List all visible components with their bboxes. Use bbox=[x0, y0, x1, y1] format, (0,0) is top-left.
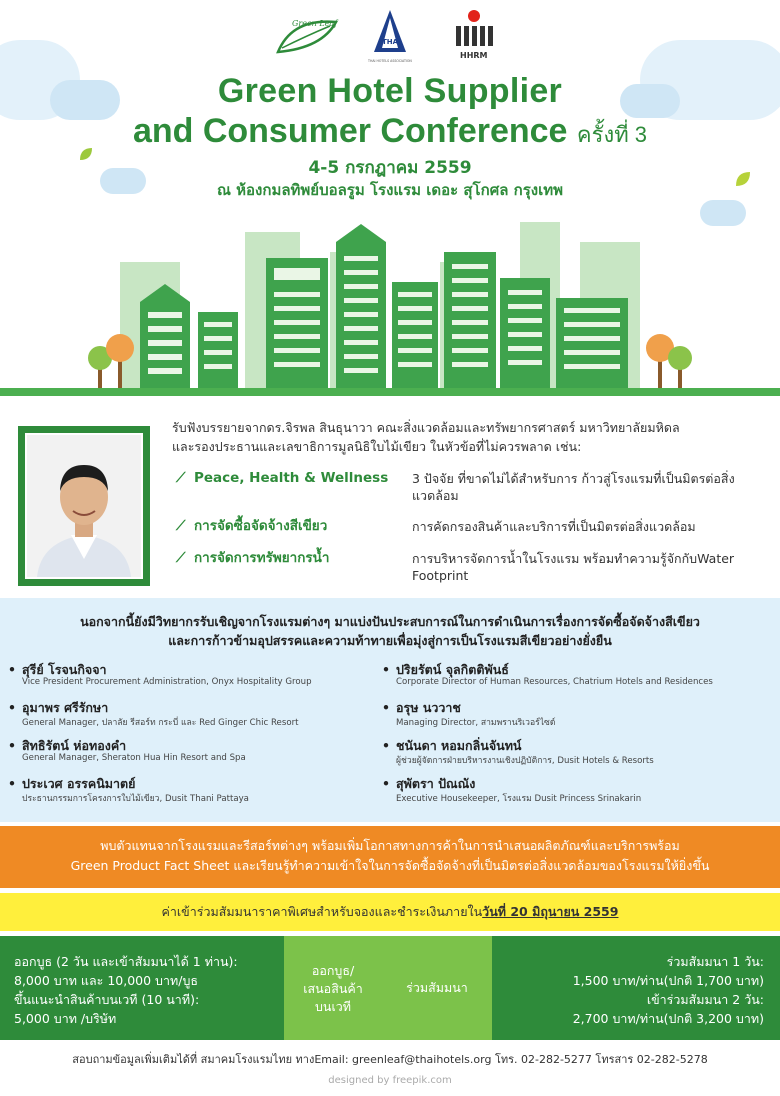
bullet-icon: • bbox=[382, 700, 390, 715]
guest-heading-line-1: นอกจากนี้ยังมีวิทยากรรับเชิญจากโรงแรมต่างๆ มาแบ่งปันประสบการณ์ในการดำเนินการเรื่องการจัดซื้อจัดจ้างสีเขียว bbox=[80, 614, 700, 629]
booth-price-line: ขึ้นแนะนำสินค้าบนเวที (10 นาที): bbox=[14, 992, 200, 1007]
bullet-icon: • bbox=[8, 738, 16, 753]
early-bird-deadline: วันที่ 20 มิถุนายน 2559 bbox=[482, 904, 619, 919]
title-round: ครั้งที่ 3 bbox=[576, 122, 648, 147]
seminar-label: ร่วมสัมมนา bbox=[382, 936, 492, 1040]
booth-label-line: บนเวที bbox=[314, 999, 351, 1014]
guest-speaker bbox=[382, 774, 772, 806]
guest-title: General Manager, Sheraton Hua Hin Resort and Spa bbox=[22, 753, 246, 763]
exhibitor-line-2: Green Product Fact Sheet และเรียนรู้ทำความเข้าใจในการจัดซื้อจัดจ้างที่เป็นมิตรต่อสิ่งแวดล้อมของโรงแรมให้ยิ่งขึ้น bbox=[70, 858, 710, 873]
guest-name: ชนันดา หอมกลิ่นจันทน์ bbox=[396, 738, 522, 753]
bullet-icon: • bbox=[8, 662, 16, 677]
guest-title: Corporate Director of Human Resources, Chatrium Hotels and Residences bbox=[396, 677, 713, 687]
seminar-price-line: เข้าร่วมสัมมนา 2 วัน: bbox=[646, 992, 764, 1007]
topic-description: การคัดกรองสินค้าและบริการที่เป็นมิตรต่อสิ่งแวดล้อม bbox=[412, 519, 696, 534]
bullet-icon: • bbox=[382, 738, 390, 753]
svg-text:Green Leaf: Green Leaf bbox=[292, 19, 338, 28]
svg-text:THAI HOTELS ASSOCIATION: THAI HOTELS ASSOCIATION bbox=[368, 59, 412, 63]
guest-title: General Manager, ปลาลัย รีสอร์ท กระบี่ และ Red Ginger Chic Resort bbox=[22, 718, 299, 728]
topic-description: 3 ปัจจัย ที่ขาดไม่ได้สำหรับการ ก้าวสู่โรงแรมที่เป็นมิตรต่อสิ่งแวดล้อม bbox=[412, 471, 735, 503]
leaf-bullet-icon: ⟋ bbox=[176, 550, 186, 566]
title-line-2-text: and Consumer Conference bbox=[132, 112, 568, 150]
city-skyline-illustration bbox=[80, 212, 700, 392]
speaker-photo bbox=[25, 433, 143, 579]
guest-title: ประธานกรรมการโครงการใบไม้เขียว, Dusit Thani Pattaya bbox=[22, 794, 249, 804]
guest-title: ผู้ช่วยผู้จัดการฝ่ายบริหารงานเชิงปฏิบัติการ, Dusit Hotels & Resorts bbox=[396, 756, 654, 766]
seminar-price-line: 2,700 บาท/ท่าน(ปกติ 3,200 บาท) bbox=[572, 1011, 764, 1026]
topic-item bbox=[176, 518, 776, 540]
booth-label bbox=[284, 936, 382, 1040]
leaf-bullet-icon: ⟋ bbox=[176, 518, 186, 534]
leaf-bullet-icon: ⟋ bbox=[176, 470, 186, 486]
booth-price-line: ออกบูธ (2 วัน และเข้าสัมมนาได้ 1 ท่าน): bbox=[14, 954, 238, 969]
guest-speakers-panel bbox=[0, 598, 780, 822]
guest-speaker bbox=[8, 660, 398, 692]
guest-speakers-heading bbox=[0, 612, 780, 650]
seminar-price-line: ร่วมสัมมนา 1 วัน: bbox=[666, 954, 764, 969]
guest-title: Managing Director, สามพรานริเวอร์ไซด์ bbox=[396, 718, 556, 728]
guest-speaker bbox=[8, 698, 398, 730]
guest-speaker bbox=[382, 736, 772, 768]
guest-title: Vice President Procurement Administration, Onyx Hospitality Group bbox=[22, 677, 312, 687]
green-leaf-logo bbox=[272, 14, 342, 58]
booth-price-line: 8,000 บาท และ 10,000 บาท/บูธ bbox=[14, 973, 199, 988]
bullet-icon: • bbox=[8, 700, 16, 715]
topic-name: การจัดการทรัพยากรน้ำ bbox=[194, 550, 330, 566]
guest-name: อรุษ นววาช bbox=[396, 700, 461, 715]
topic-name: Peace, Health & Wellness bbox=[194, 470, 389, 486]
header-section bbox=[0, 0, 780, 400]
topic-name: การจัดซื้อจัดจ้างสีเขียว bbox=[194, 518, 328, 534]
early-bird-text: ค่าเข้าร่วมสัมมนาราคาพิเศษสำหรับจองและชำระเงินภายใน bbox=[161, 904, 483, 919]
guest-heading-line-2: และการก้าวข้ามอุปสรรคและความท้าทายเพื่อมุ่งสู่การเป็นโรงแรมสีเขียวอย่างยั่งยืน bbox=[168, 633, 612, 648]
seminar-pricing bbox=[492, 936, 780, 1040]
booth-label-line: เสนอสินค้า bbox=[303, 981, 363, 996]
speaker-intro-line-2: และรองประธานและเลขาธิการมูลนิธิใบไม้เขียว ในหัวข้อที่ไม่ควรพลาด เช่น: bbox=[172, 439, 582, 454]
guest-title: Executive Housekeeper, โรงแรม Dusit Princess Srinakarin bbox=[396, 794, 642, 804]
booth-pricing bbox=[0, 936, 284, 1040]
guest-name: อุมาพร ศรีรักษา bbox=[22, 700, 109, 715]
svg-text:THA: THA bbox=[382, 38, 399, 46]
tha-logo bbox=[368, 8, 412, 64]
guest-name: ประเวศ อรรคนิมาตย์ bbox=[22, 776, 136, 791]
guest-name: สุพัตรา ปัณณัง bbox=[396, 776, 476, 791]
guest-name: ปริยรัตน์ จุลกิตติพันธ์ bbox=[396, 662, 509, 677]
bullet-icon: • bbox=[382, 776, 390, 791]
topic-item bbox=[176, 470, 776, 510]
speaker-portrait-illustration bbox=[27, 435, 141, 577]
topic-item bbox=[176, 550, 776, 590]
topic-description: การบริหารจัดการน้ำในโรงแรม พร้อมทำความรู้จักกับWater Footprint bbox=[412, 551, 735, 583]
guest-speaker bbox=[382, 698, 772, 730]
speaker-intro-line-1: รับฟังบรรยายจากดร.จิรพล สินธุนาวา คณะสิ่งแวดล้อมและทรัพยากรศาสตร์ มหาวิทยาลัยมหิดล bbox=[172, 420, 680, 435]
design-credit: designed by freepik.com bbox=[328, 1075, 452, 1086]
guest-speaker bbox=[382, 660, 772, 692]
ground-line bbox=[0, 388, 780, 396]
event-venue: ณ ห้องกมลทิพย์บอลรูม โรงแรม เดอะ สุโกศล กรุงเทพ bbox=[217, 181, 563, 199]
bullet-icon: • bbox=[8, 776, 16, 791]
guest-name: สุรีย์ โรจนกิจจา bbox=[22, 662, 107, 677]
svg-text:HHRM: HHRM bbox=[460, 51, 488, 60]
guest-speaker bbox=[8, 736, 398, 768]
contact-info: สอบถามข้อมูลเพิ่มเติมได้ที่ สมาคมโรงแรมไทย ทางEmail: greenleaf@thaihotels.org โทร. 02-282-5277 โทรสาร 02-282-5278 bbox=[72, 1053, 708, 1066]
keynote-speaker-section bbox=[0, 404, 780, 596]
exhibitor-banner bbox=[0, 826, 780, 888]
title-line-2 bbox=[0, 112, 780, 152]
logos-row bbox=[0, 8, 780, 68]
booth-price-line: 5,000 บาท /บริษัท bbox=[14, 1011, 117, 1026]
title-line-1: Green Hotel Supplier bbox=[217, 72, 563, 110]
guest-speaker bbox=[8, 774, 398, 806]
event-date: 4-5 กรกฎาคม 2559 bbox=[308, 158, 472, 178]
cloud-decoration bbox=[700, 200, 746, 226]
bullet-icon: • bbox=[382, 662, 390, 677]
booth-label-line: ออกบูธ/ bbox=[311, 963, 355, 978]
exhibitor-line-1: พบตัวแทนจากโรงแรมและรีสอร์ทต่างๆ พร้อมเพิ่มโอกาสทางการค้าในการนำเสนอผลิตภัณฑ์และบริการพร้อม bbox=[100, 838, 680, 853]
seminar-price-line: 1,500 บาท/ท่าน(ปกติ 1,700 บาท) bbox=[572, 973, 764, 988]
speaker-intro bbox=[172, 418, 772, 456]
speaker-photo-frame bbox=[18, 426, 150, 586]
early-bird-banner bbox=[0, 893, 780, 931]
hhrm-logo bbox=[450, 8, 500, 64]
guest-name: สิทธิรัตน์ ห่อทองคำ bbox=[22, 738, 127, 753]
